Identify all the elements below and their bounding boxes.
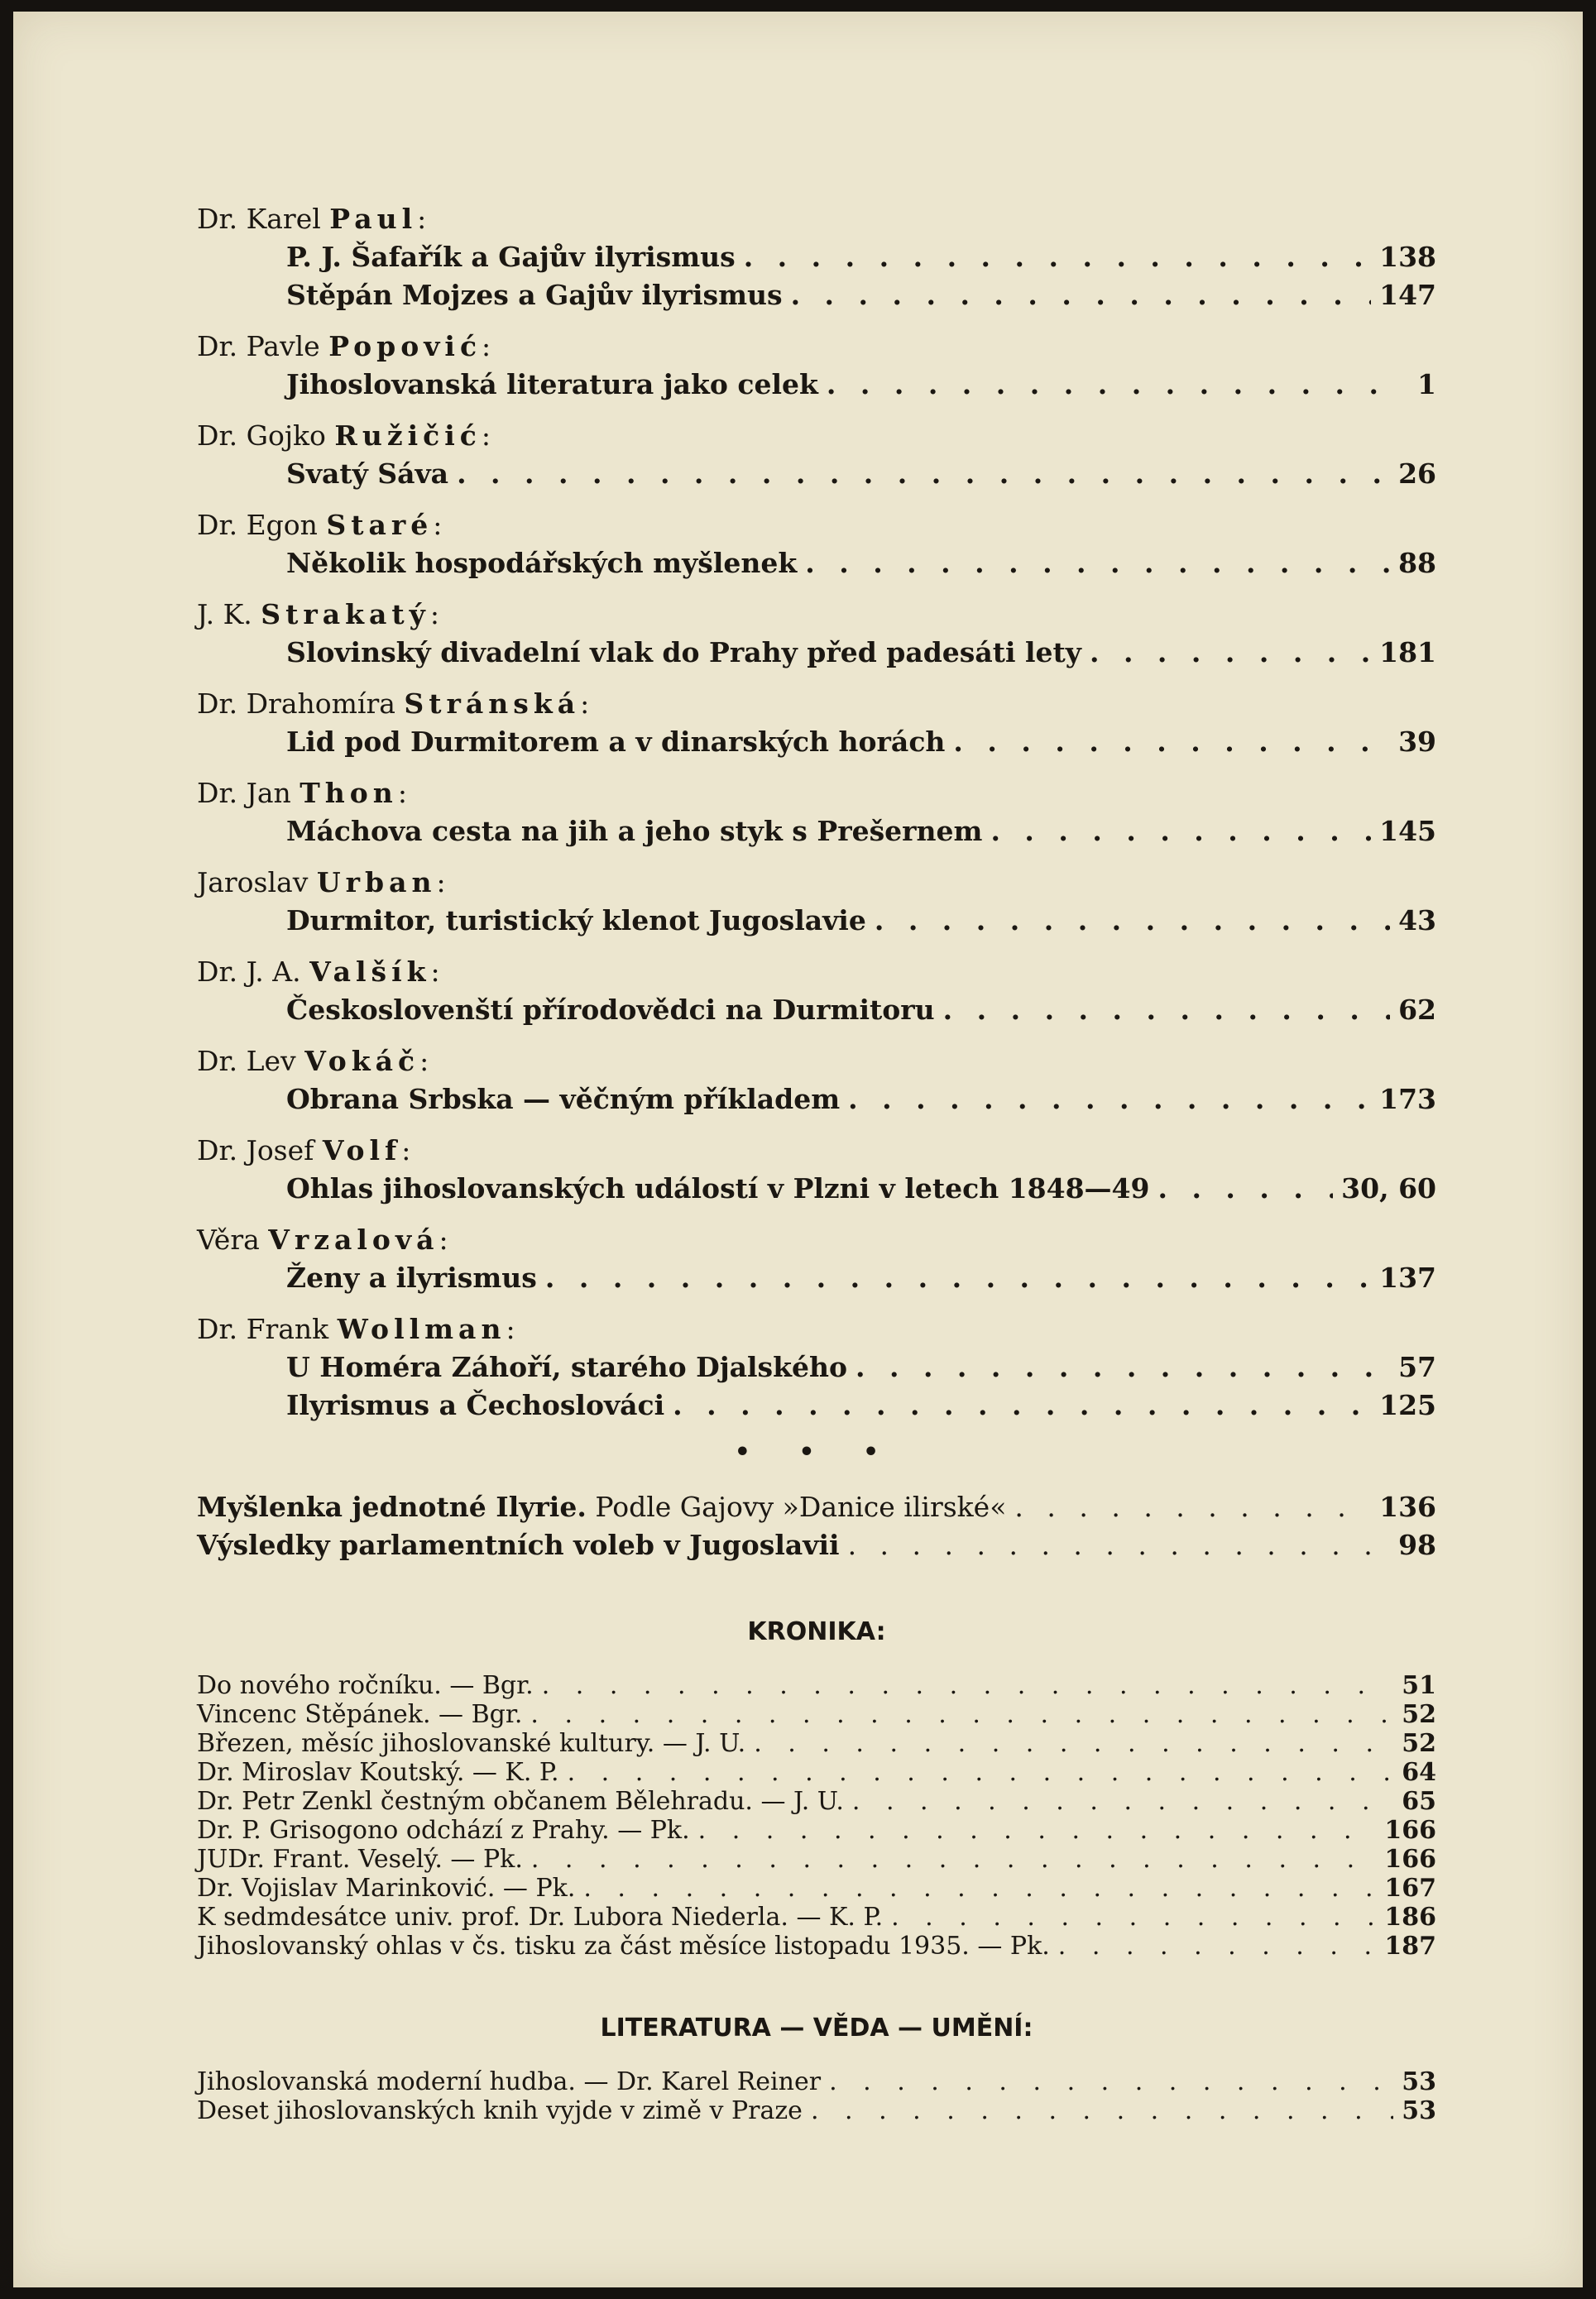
leader-dots xyxy=(848,1080,1371,1118)
entry-title: K sedmdesátce univ. prof. Dr. Lubora Niederla. — K. P. xyxy=(197,1903,884,1932)
page-number: 88 xyxy=(1398,547,1436,579)
entry-title: Jihoslovanská moderní hudba. — Dr. Karel Reiner xyxy=(197,2067,822,2096)
list-item xyxy=(197,238,1436,276)
misc-title-rest: Podle Gajovy »Danice ilirské« xyxy=(586,1491,1007,1523)
page-number: 145 xyxy=(1379,815,1436,847)
author-surname: Vrzalová xyxy=(268,1224,439,1256)
author-prefix: J. K. xyxy=(197,598,252,630)
page-number: 52 xyxy=(1402,1700,1436,1729)
list-item xyxy=(197,366,1436,404)
leader-dots xyxy=(943,991,1390,1029)
author-name: Dr. Lev Vokáč: xyxy=(197,1045,429,1077)
author-surname: Paul xyxy=(329,203,418,235)
author-name: Dr. Gojko Ružičić: xyxy=(197,419,491,452)
page-number: 138 xyxy=(1379,241,1436,273)
page-number: 125 xyxy=(1379,1389,1436,1421)
entry-title: Slovinský divadelní vlak do Prahy před padesáti lety xyxy=(286,636,1081,668)
misc-articles xyxy=(197,1488,1436,1564)
page-number: 186 xyxy=(1384,1903,1436,1932)
author-prefix: Dr. Lev xyxy=(197,1045,296,1077)
author-block xyxy=(197,1042,1436,1118)
list-item xyxy=(197,455,1436,493)
list-item xyxy=(197,1845,1436,1874)
entry-title: Jihoslovanská literatura jako celek xyxy=(286,368,818,400)
author-prefix: Dr. Egon xyxy=(197,509,318,541)
list-item xyxy=(197,1348,1436,1387)
page-number: 64 xyxy=(1402,1758,1436,1787)
author-prefix: Dr. Drahomíra xyxy=(197,687,395,720)
leader-dots xyxy=(827,366,1395,404)
list-item xyxy=(197,1080,1436,1118)
list-item xyxy=(197,1387,1436,1425)
entry-title: Lid pod Durmitorem a v dinarských horách xyxy=(286,726,946,758)
leader-dots xyxy=(805,544,1390,582)
page-number: 57 xyxy=(1398,1351,1436,1383)
page-number: 137 xyxy=(1379,1262,1436,1294)
entry-title: Stěpán Mojzes a Gajův ilyrismus xyxy=(286,279,783,311)
author-block xyxy=(197,417,1436,493)
leader-dots xyxy=(457,455,1390,493)
author-block xyxy=(197,1132,1436,1208)
list-item xyxy=(197,1259,1436,1297)
entry-title: Deset jihoslovanských knih vyjde v zimě v Praze xyxy=(197,2096,803,2125)
list-item xyxy=(197,902,1436,940)
entry-title: Dr. Petr Zenkl čestným občanem Bělehradu. — J. U. xyxy=(197,1787,844,1816)
author-block xyxy=(197,774,1436,850)
list-item xyxy=(197,2067,1436,2096)
author-prefix: Dr. Josef xyxy=(197,1134,314,1166)
entry-title: Durmitor, turistický klenot Jugoslavie xyxy=(286,904,866,936)
entry-title: P. J. Šafařík a Gajův ilyrismus xyxy=(286,241,736,273)
author-prefix: Věra xyxy=(197,1224,260,1256)
leader-dots xyxy=(891,1903,1376,1932)
list-item xyxy=(197,1526,1436,1564)
page-number: 187 xyxy=(1384,1932,1436,1961)
entry-title: U Homéra Záhoří, starého Djalského xyxy=(286,1351,847,1383)
entry-title: Ženy a ilyrismus xyxy=(286,1262,537,1294)
entry-title: Vincenc Stěpánek. — Bgr. xyxy=(197,1700,523,1729)
author-surname: Wollman xyxy=(337,1313,506,1345)
misc-title-bold: Myšlenka jednotné Ilyrie. xyxy=(197,1491,587,1523)
page-number: 43 xyxy=(1398,904,1436,936)
list-item xyxy=(197,991,1436,1029)
kronika-heading: KRONIKA: xyxy=(747,1617,886,1646)
author-prefix: Dr. Karel xyxy=(197,203,321,235)
page-number: 98 xyxy=(1398,1529,1436,1561)
entry-title: Březen, měsíc jihoslovanské kultury. — J. U. xyxy=(197,1729,746,1758)
author-block xyxy=(197,596,1436,672)
list-item xyxy=(197,1700,1436,1729)
leader-dots xyxy=(875,902,1390,940)
list-item xyxy=(197,1671,1436,1700)
leader-dots xyxy=(754,1729,1393,1758)
entry-title: Ilyrismus a Čechoslováci xyxy=(286,1389,665,1421)
literatura-heading: LITERATURA — VĚDA — UMĚNÍ: xyxy=(600,2014,1033,2043)
author-block xyxy=(197,1221,1436,1297)
page-number: 62 xyxy=(1398,994,1436,1026)
author-surname: Vokáč xyxy=(304,1045,420,1077)
list-item xyxy=(197,1903,1436,1932)
entry-title: Do nového ročníku. — Bgr. xyxy=(197,1671,534,1700)
scanned-page xyxy=(13,12,1583,2287)
author-name: Dr. Frank Wollman: xyxy=(197,1313,515,1345)
page-number: 1 xyxy=(1417,368,1436,400)
leader-dots xyxy=(542,1671,1394,1700)
author-name: J. K. Strakatý: xyxy=(197,598,439,630)
list-item xyxy=(197,2096,1436,2125)
list-item xyxy=(197,634,1436,672)
page-number: 166 xyxy=(1384,1845,1436,1874)
page-number: 53 xyxy=(1402,2096,1436,2125)
author-block xyxy=(197,328,1436,404)
leader-dots xyxy=(1058,1932,1377,1961)
author-surname: Popović xyxy=(328,330,482,362)
page-number: 166 xyxy=(1384,1816,1436,1845)
leader-dots xyxy=(1014,1488,1371,1526)
author-name: Dr. Drahomíra Stránská: xyxy=(197,687,590,720)
page-number: 53 xyxy=(1402,2067,1436,2096)
misc-title-bold: Výsledky parlamentních voleb v Jugoslavii xyxy=(197,1529,840,1561)
page-number: 147 xyxy=(1379,279,1436,311)
page-number: 52 xyxy=(1402,1729,1436,1758)
list-item xyxy=(197,276,1436,314)
author-prefix: Jaroslav xyxy=(197,866,309,898)
entry-title: Obrana Srbska — věčným příkladem xyxy=(286,1083,841,1115)
author-name: Dr. Jan Thon: xyxy=(197,777,407,809)
section-separator: • • • xyxy=(734,1438,899,1467)
list-item xyxy=(197,1729,1436,1758)
leader-dots xyxy=(1090,634,1371,672)
author-list xyxy=(197,200,1436,1425)
leader-dots xyxy=(583,1874,1376,1903)
kronika-list xyxy=(197,1671,1436,1961)
author-surname: Thon xyxy=(300,777,398,809)
author-surname: Staré xyxy=(326,509,434,541)
author-surname: Volf xyxy=(322,1134,402,1166)
list-item xyxy=(197,1874,1436,1903)
leader-dots xyxy=(530,1700,1393,1729)
leader-dots xyxy=(791,276,1372,314)
entry-title: Dr. Miroslav Koutský. — K. P. xyxy=(197,1758,559,1787)
author-surname: Stránská xyxy=(404,687,581,720)
list-item xyxy=(197,1787,1436,1816)
leader-dots xyxy=(1157,1170,1333,1208)
entry-title: Ohlas jihoslovanských událostí v Plzni v letech 1848—49 xyxy=(286,1172,1150,1205)
list-item xyxy=(197,1488,1436,1526)
list-item xyxy=(197,1758,1436,1787)
entry-title: Dr. Vojislav Marinković. — Pk. xyxy=(197,1874,576,1903)
page-number: 39 xyxy=(1398,726,1436,758)
author-name: Dr. Pavle Popović: xyxy=(197,330,491,362)
page-number: 30, 60 xyxy=(1341,1172,1436,1205)
page-number: 51 xyxy=(1402,1671,1436,1700)
author-prefix: Dr. J. A. xyxy=(197,956,301,988)
author-prefix: Dr. Jan xyxy=(197,777,291,809)
entry-title: JUDr. Frant. Veselý. — Pk. xyxy=(197,1845,523,1874)
entry-title: Dr. P. Grisogono odchází z Prahy. — Pk. xyxy=(197,1816,690,1845)
leader-dots xyxy=(953,723,1390,761)
entry-title: Několik hospodářských myšlenek xyxy=(286,547,798,579)
leader-dots xyxy=(545,1259,1371,1297)
page-number: 181 xyxy=(1379,636,1436,668)
author-surname: Valšík xyxy=(309,956,431,988)
table-of-contents xyxy=(197,200,1436,2125)
leader-dots xyxy=(829,2067,1393,2096)
leader-dots xyxy=(673,1387,1371,1425)
author-name: Dr. J. A. Valšík: xyxy=(197,956,440,988)
author-prefix: Dr. Gojko xyxy=(197,419,326,452)
author-block xyxy=(197,685,1436,761)
author-block xyxy=(197,864,1436,940)
page-number: 167 xyxy=(1384,1874,1436,1903)
author-prefix: Dr. Frank xyxy=(197,1313,329,1345)
leader-dots xyxy=(568,1758,1394,1787)
entry-title: Svatý Sáva xyxy=(286,457,449,490)
page-number: 173 xyxy=(1379,1083,1436,1115)
leader-dots xyxy=(852,1787,1393,1816)
list-item xyxy=(197,812,1436,850)
page-number: 26 xyxy=(1398,457,1436,490)
entry-title: Máchova cesta na jih a jeho styk s Prešernem xyxy=(286,815,983,847)
leader-dots xyxy=(848,1526,1391,1564)
list-item xyxy=(197,723,1436,761)
literatura-list xyxy=(197,2067,1436,2125)
entry-title: Jihoslovanský ohlas v čs. tisku za část měsíce listopadu 1935. — Pk. xyxy=(197,1932,1050,1961)
author-surname: Ružičić xyxy=(334,419,482,452)
author-block xyxy=(197,506,1436,582)
author-name: Dr. Karel Paul: xyxy=(197,203,427,235)
list-item xyxy=(197,544,1436,582)
page-number: 136 xyxy=(1379,1491,1436,1523)
leader-dots xyxy=(744,238,1371,276)
author-block xyxy=(197,953,1436,1029)
leader-dots xyxy=(698,1816,1377,1845)
author-name: Dr. Josef Volf: xyxy=(197,1134,411,1166)
author-block xyxy=(197,200,1436,314)
leader-dots xyxy=(990,812,1371,850)
list-item xyxy=(197,1170,1436,1208)
author-prefix: Dr. Pavle xyxy=(197,330,320,362)
entry-title: Českoslovenští přírodovědci na Durmitoru xyxy=(286,994,935,1026)
leader-dots xyxy=(531,1845,1377,1874)
page-number: 65 xyxy=(1402,1787,1436,1816)
leader-dots xyxy=(856,1348,1390,1387)
author-block xyxy=(197,1310,1436,1425)
author-name: Dr. Egon Staré: xyxy=(197,509,443,541)
author-surname: Urban xyxy=(316,866,437,898)
list-item xyxy=(197,1816,1436,1845)
list-item xyxy=(197,1932,1436,1961)
leader-dots xyxy=(811,2096,1393,2125)
author-name: Jaroslav Urban: xyxy=(197,866,446,898)
author-surname: Strakatý xyxy=(261,598,430,630)
author-name: Věra Vrzalová: xyxy=(197,1224,448,1256)
